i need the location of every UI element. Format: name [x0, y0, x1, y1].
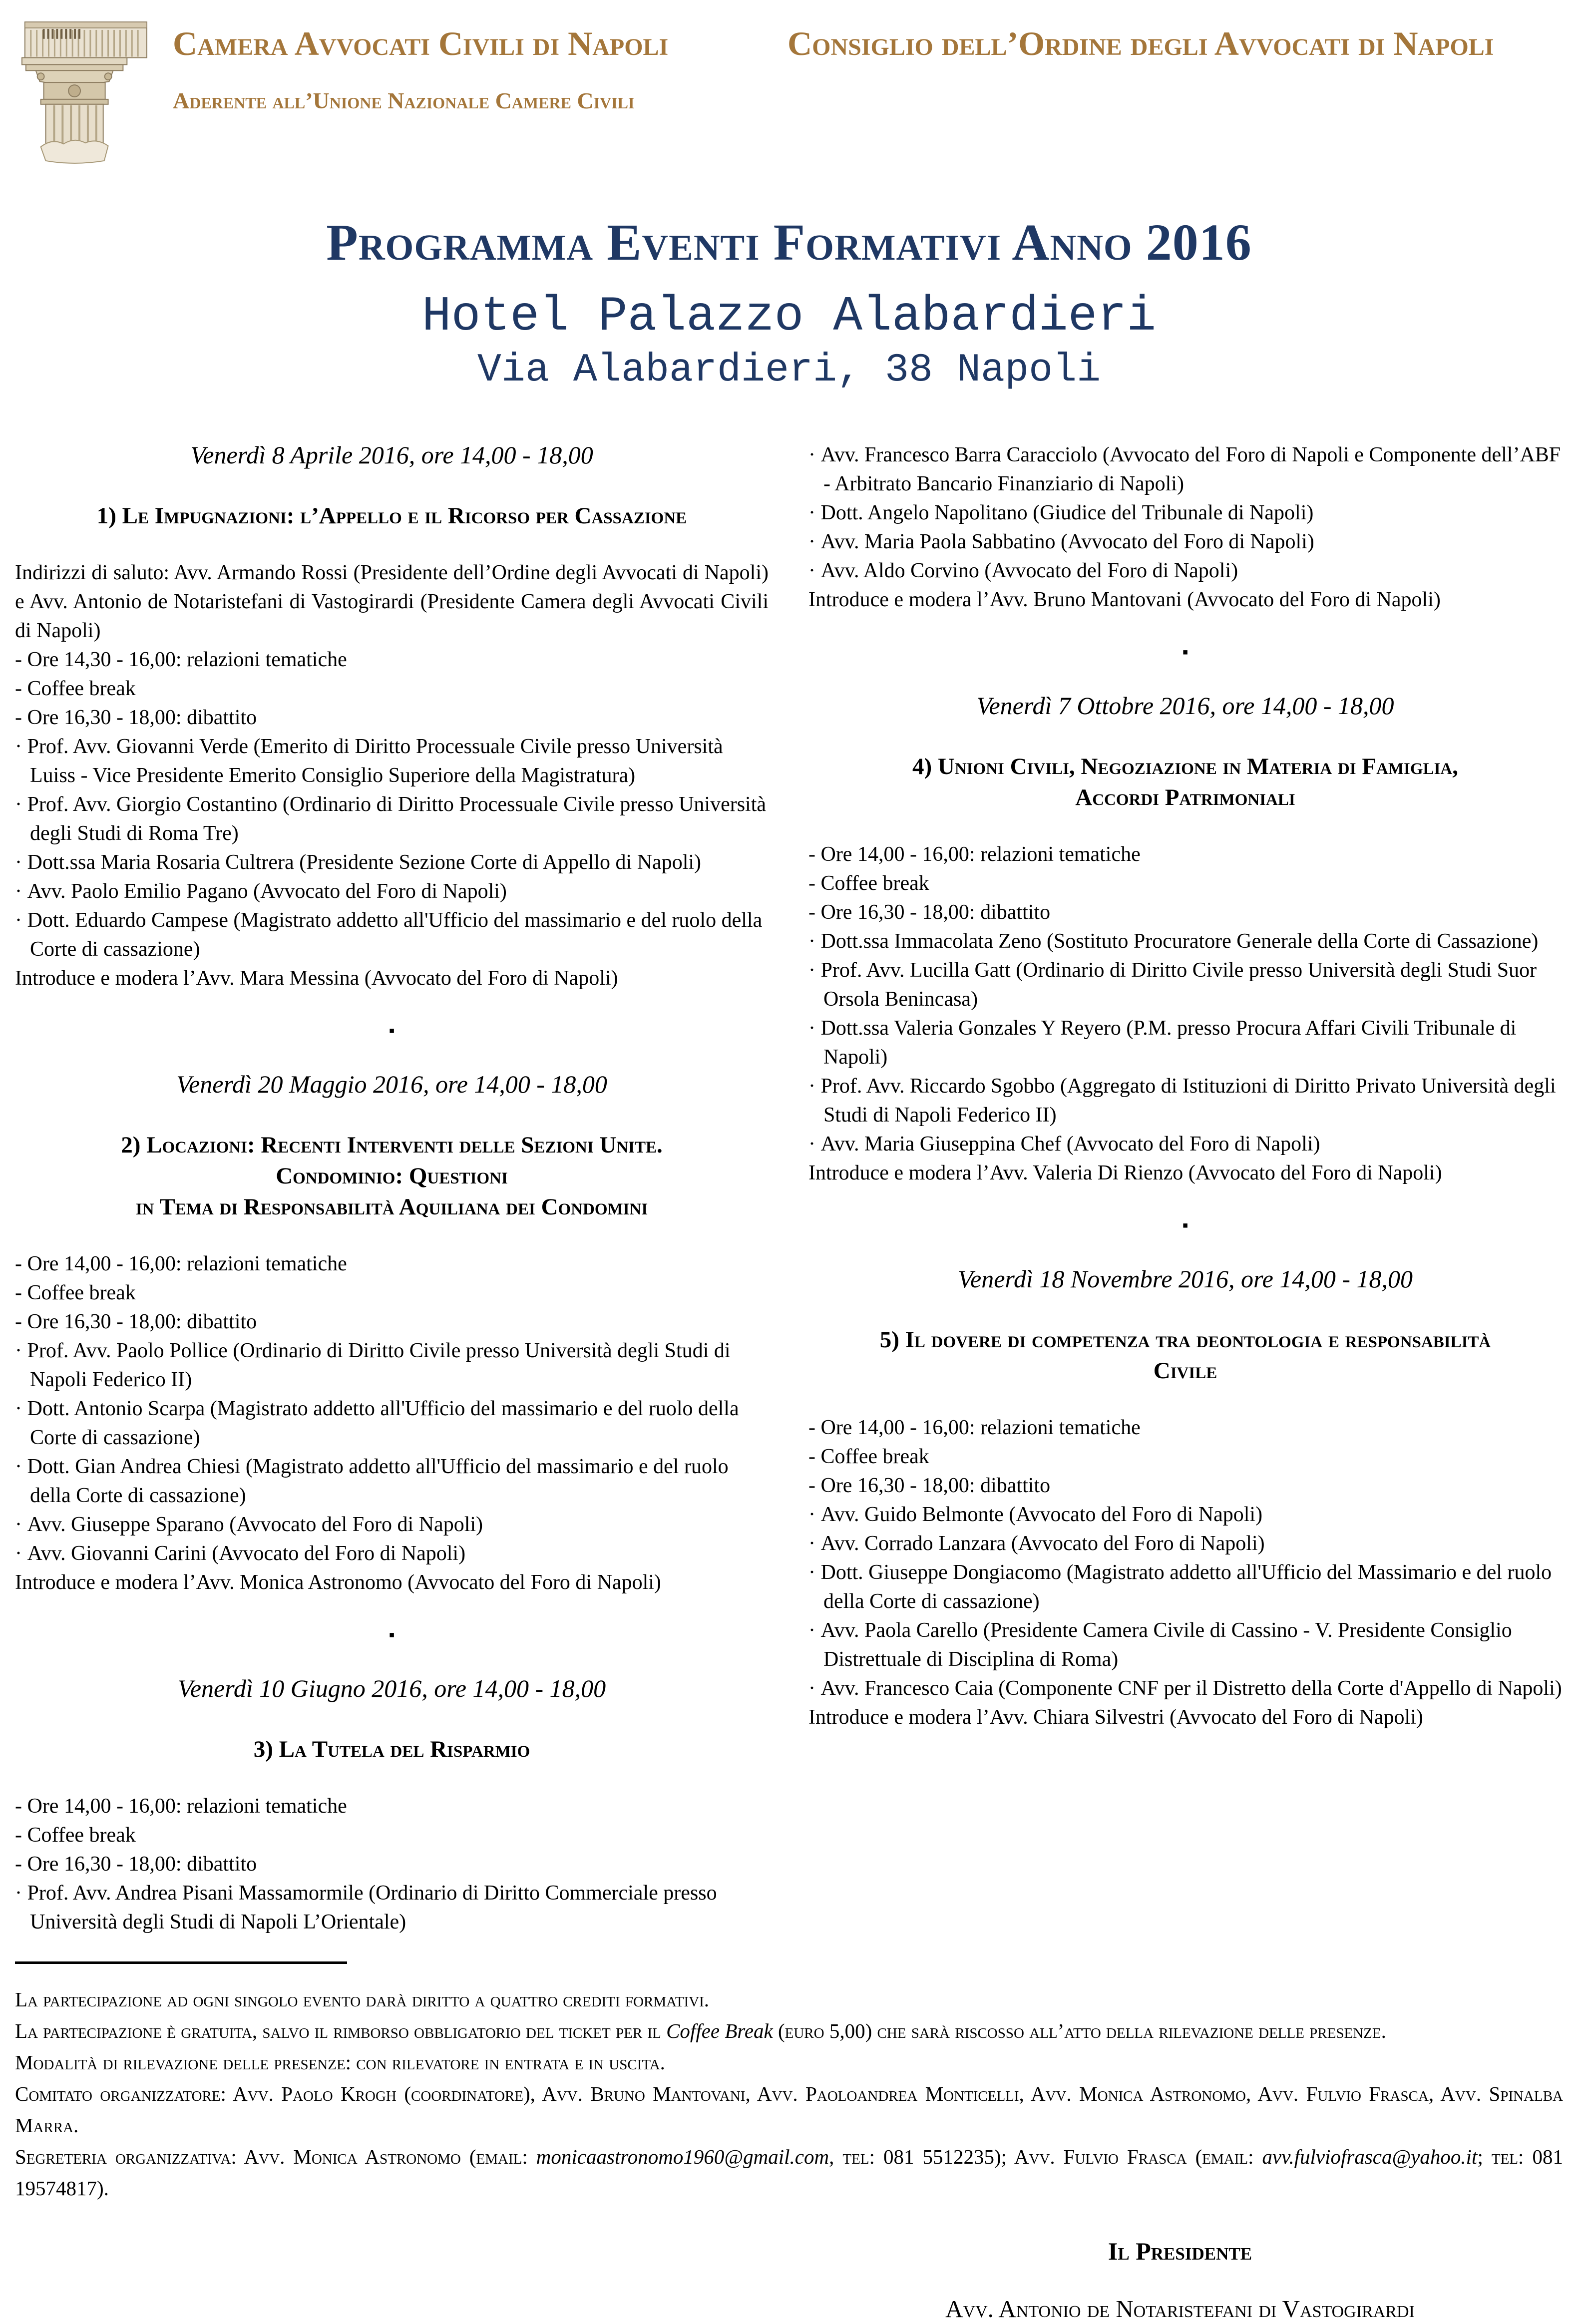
event-date: Venerdì 8 Aprile 2016, ore 14,00 - 18,00: [190, 441, 593, 469]
speaker-item: · Avv. Maria Giuseppina Chef (Avvocato del Foro di Napoli): [808, 1130, 1562, 1159]
footer-note-part: ; tel: 081 19574817).: [15, 2145, 1563, 2200]
org-right-block: [788, 19, 1563, 61]
event-title: [15, 1734, 769, 1765]
footer-note-part: La partecipazione è gratuita, salvo il rimborso obbligatorio del ticket per il: [15, 2019, 667, 2042]
moderator-line: Introduce e modera l’Avv. Bruno Mantovani (Avvocato del Foro di Napoli): [808, 588, 1441, 611]
schedule-item: - Coffee break: [15, 1281, 136, 1304]
event-date: Venerdì 7 Ottobre 2016, ore 14,00 - 18,00: [976, 692, 1394, 720]
footer-note-part: , tel: 081 5512235); Avv. Fulvio Frasca (email:: [829, 2145, 1262, 2168]
event-title-line: 5) Il dovere di competenza tra deontologia e responsabilità: [879, 1327, 1491, 1353]
event-title: [15, 1130, 769, 1222]
column-capital-icon: [15, 19, 149, 163]
event-date: Venerdì 18 Novembre 2016, ore 14,00 - 18,00: [958, 1265, 1413, 1293]
event-date: Venerdì 20 Maggio 2016, ore 14,00 - 18,00: [176, 1070, 607, 1098]
event-title: [808, 1324, 1562, 1386]
speaker-item: · Dott.ssa Maria Rosaria Cultrera (Presidente Sezione Corte di Appello di Napoli): [15, 848, 769, 877]
org-left-name: Camera Avvocati Civili di Napoli: [173, 24, 669, 62]
speaker-item: · Prof. Avv. Giorgio Costantino (Ordinario di Diritto Processuale Civile presso Università degli Studi di Roma Tre): [15, 790, 769, 848]
event-date: Venerdì 10 Giugno 2016, ore 14,00 - 18,00: [177, 1674, 606, 1702]
event-title-line: 3) La Tutela del Risparmio: [253, 1736, 530, 1762]
page-title: Programma Eventi Formativi Anno 2016: [326, 214, 1252, 271]
footer-note: [15, 2078, 1563, 2141]
footer-note-part: Modalità di rilevazione delle presenze: con rilevatore in entrata e in uscita.: [15, 2051, 665, 2074]
speaker-item: · Dott. Antonio Scarpa (Magistrato addetto all'Ufficio del massimario e del ruolo della Corte di cassazione): [15, 1394, 769, 1452]
footer-note-part: avv.fulviofrasca@yahoo.it: [1262, 2145, 1478, 2168]
event-title-line: Condominio: Questioni: [276, 1163, 508, 1189]
event-title-line: in Tema di Responsabilità Aquiliana dei Condomini: [135, 1194, 648, 1220]
speaker-item: · Dott. Gian Andrea Chiesi (Magistrato addetto all'Ufficio del massimario e del ruolo della Corte di cassazione): [15, 1452, 769, 1510]
event-title: [808, 751, 1562, 813]
column-capital-logo: [15, 19, 149, 163]
schedule-item: - Ore 16,30 - 18,00: dibattito: [15, 1853, 257, 1876]
footer-notes: [15, 1984, 1563, 2204]
venue-address: Via Alabardieri, 38 Napoli: [477, 348, 1101, 393]
footer-note-part: La partecipazione ad ogni singolo evento darà diritto a quattro crediti formativi.: [15, 1988, 710, 2011]
speaker-item: · Avv. Corrado Lanzara (Avvocato del Foro di Napoli): [808, 1529, 1562, 1558]
event-title-line: Accordi Patrimoniali: [1075, 784, 1295, 810]
section-separator: ▪: [389, 1022, 395, 1040]
schedule-item: - Coffee break: [808, 872, 929, 895]
event-title-line: 4) Unioni Civili, Negoziazione in Materia di Famiglia,: [912, 754, 1458, 779]
speaker-item: · Prof. Avv. Lucilla Gatt (Ordinario di Diritto Civile presso Università degli Studi Suor Orsola Benincasa): [808, 956, 1562, 1014]
speaker-item: · Avv. Aldo Corvino (Avvocato del Foro di Napoli): [808, 556, 1562, 585]
event-title-line: 2) Locazioni: Recenti Interventi delle Sezioni Unite.: [121, 1132, 663, 1158]
schedule-item: - Ore 16,30 - 18,00: dibattito: [15, 1310, 257, 1333]
schedule-item: - Ore 14,00 - 16,00: relazioni tematiche: [15, 1795, 347, 1818]
schedule-item: - Ore 14,30 - 16,00: relazioni tematiche: [15, 648, 347, 671]
footer-note: [15, 2015, 1563, 2047]
event-3: [15, 1674, 769, 1937]
moderator-line: Introduce e modera l’Avv. Mara Messina (Avvocato del Foro di Napoli): [15, 967, 618, 990]
event-intro: Indirizzi di saluto: Avv. Armando Rossi (Presidente dell’Ordine degli Avvocati di Napoli) e Avv. Antonio de Notaristefani di Vastogirardi (Presidente Camera degli Avvocati Civili di Napoli): [15, 561, 769, 642]
footer-note: [15, 1984, 1563, 2015]
president-name: Avv. Antonio de Notaristefani di Vastogirardi: [945, 2295, 1415, 2323]
schedule-item: - Ore 16,30 - 18,00: dibattito: [808, 1474, 1051, 1497]
footnote-rule: [15, 1961, 347, 1964]
speaker-item: · Dott.ssa Immacolata Zeno (Sostituto Procuratore Generale della Corte di Cassazione): [808, 927, 1562, 956]
moderator-line: Introduce e modera l’Avv. Chiara Silvestri (Avvocato del Foro di Napoli): [808, 1706, 1423, 1729]
footer-note: [15, 2141, 1563, 2204]
speaker-item: · Avv. Francesco Barra Caracciolo (Avvocato del Foro di Napoli e Componente dell’ABF - Arbitrato Bancario Finanziario di Napoli): [808, 440, 1562, 498]
speaker-item: · Avv. Paolo Emilio Pagano (Avvocato del Foro di Napoli): [15, 877, 769, 906]
footer-note-part: monicaastronomo1960@gmail.com: [536, 2145, 829, 2168]
speaker-item: · Avv. Giovanni Carini (Avvocato del Foro di Napoli): [15, 1539, 769, 1568]
schedule-item: - Ore 16,30 - 18,00: dibattito: [15, 706, 257, 729]
page-footer: [15, 1961, 1563, 2324]
schedule-item: - Coffee break: [15, 1824, 136, 1847]
speaker-item: · Prof. Avv. Andrea Pisani Massamormile (Ordinario di Diritto Commerciale presso Università degli Studi di Napoli L’Orientale): [15, 1879, 769, 1937]
event-title-line: Civile: [1153, 1358, 1217, 1384]
schedule-item: - Ore 14,00 - 16,00: relazioni tematiche: [808, 843, 1141, 866]
moderator-line: Introduce e modera l’Avv. Valeria Di Rienzo (Avvocato del Foro di Napoli): [808, 1162, 1442, 1184]
section-separator: ▪: [389, 1626, 395, 1644]
event-4: [808, 691, 1562, 1187]
speaker-item: · Avv. Giuseppe Sparano (Avvocato del Foro di Napoli): [15, 1510, 769, 1539]
schedule-item: - Ore 14,00 - 16,00: relazioni tematiche: [15, 1252, 347, 1275]
speaker-item: · Prof. Avv. Giovanni Verde (Emerito di Diritto Processuale Civile presso Università Luiss - Vice Presidente Emerito Consiglio Superiore della Magistratura): [15, 732, 769, 790]
footer-note-part: Coffee Break: [666, 2019, 773, 2042]
moderator-line: Introduce e modera l’Avv. Monica Astronomo (Avvocato del Foro di Napoli): [15, 1571, 661, 1594]
speaker-item: · Dott. Giuseppe Dongiacomo (Magistrato addetto all'Ufficio del Massimario e del ruolo della Corte di cassazione): [808, 1558, 1562, 1616]
venue-name: Hotel Palazzo Alabardieri: [421, 289, 1157, 345]
section-separator: ▪: [1182, 1216, 1188, 1235]
org-right-name: Consiglio dell’Ordine degli Avvocati di Napoli: [788, 24, 1494, 62]
speaker-item: · Avv. Maria Paola Sabbatino (Avvocato del Foro di Napoli): [808, 527, 1562, 556]
org-left-block: [173, 19, 787, 114]
speaker-item: · Prof. Avv. Riccardo Sgobbo (Aggregato di Istituzioni di Diritto Privato Università degli Studi di Napoli Federico II): [808, 1072, 1562, 1130]
schedule-item: - Ore 14,00 - 16,00: relazioni tematiche: [808, 1416, 1141, 1439]
org-left-subtitle: Aderente all’Unione Nazionale Camere Civili: [173, 87, 635, 113]
speaker-item: · Avv. Guido Belmonte (Avvocato del Foro di Napoli): [808, 1500, 1562, 1529]
event-title: [15, 500, 769, 531]
speaker-item: · Avv. Paola Carello (Presidente Camera Civile di Cassino - V. Presidente Consiglio Distrettuale di Disciplina di Roma): [808, 1616, 1562, 1674]
speaker-item: · Prof. Avv. Paolo Pollice (Ordinario di Diritto Civile presso Università degli Studi di Napoli Federico II): [15, 1336, 769, 1394]
schedule-item: - Ore 16,30 - 18,00: dibattito: [808, 901, 1051, 924]
speaker-item: · Dott.ssa Valeria Gonzales Y Reyero (P.M. presso Procura Affari Civili Tribunale di Napoli): [808, 1014, 1562, 1072]
footer-note-part: (euro 5,00) che sarà riscosso all’atto della rilevazione delle presenze.: [773, 2019, 1386, 2042]
footer-note: [15, 2047, 1563, 2078]
speaker-item: · Dott. Angelo Napolitano (Giudice del Tribunale di Napoli): [808, 498, 1562, 527]
footer-note-part: Segreteria organizzativa: Avv. Monica Astronomo (email:: [15, 2145, 536, 2168]
speaker-item: · Dott. Eduardo Campese (Magistrato addetto all'Ufficio del massimario e del ruolo della Corte di cassazione): [15, 906, 769, 964]
schedule-item: - Coffee break: [808, 1445, 929, 1468]
event-5: [808, 1264, 1562, 1732]
footer-note-part: Comitato organizzatore: Avv. Paolo Krogh (coordinatore), Avv. Bruno Mantovani, Avv. Paoloandrea Monticelli, Avv. Monica Astronomo, Avv. Fulvio Frasca, Avv. Spinalba Marra.: [15, 2082, 1563, 2137]
left-column: [15, 440, 769, 1937]
event-2: [15, 1070, 769, 1597]
schedule-item: - Coffee break: [15, 677, 136, 700]
event-3-continued: [808, 440, 1562, 614]
event-1: [15, 440, 769, 993]
signature-block: [858, 2236, 1502, 2324]
two-column-body: [15, 440, 1563, 1937]
right-column: [808, 440, 1562, 1732]
page-header: [15, 19, 1563, 163]
section-separator: ▪: [1182, 643, 1188, 662]
president-label: Il Presidente: [1108, 2237, 1252, 2265]
speaker-item: · Avv. Francesco Caia (Componente CNF per il Distretto della Corte d'Appello di Napoli): [808, 1674, 1562, 1703]
event-title-line: 1) Le Impugnazioni: l’Appello e il Ricorso per Cassazione: [96, 503, 687, 529]
